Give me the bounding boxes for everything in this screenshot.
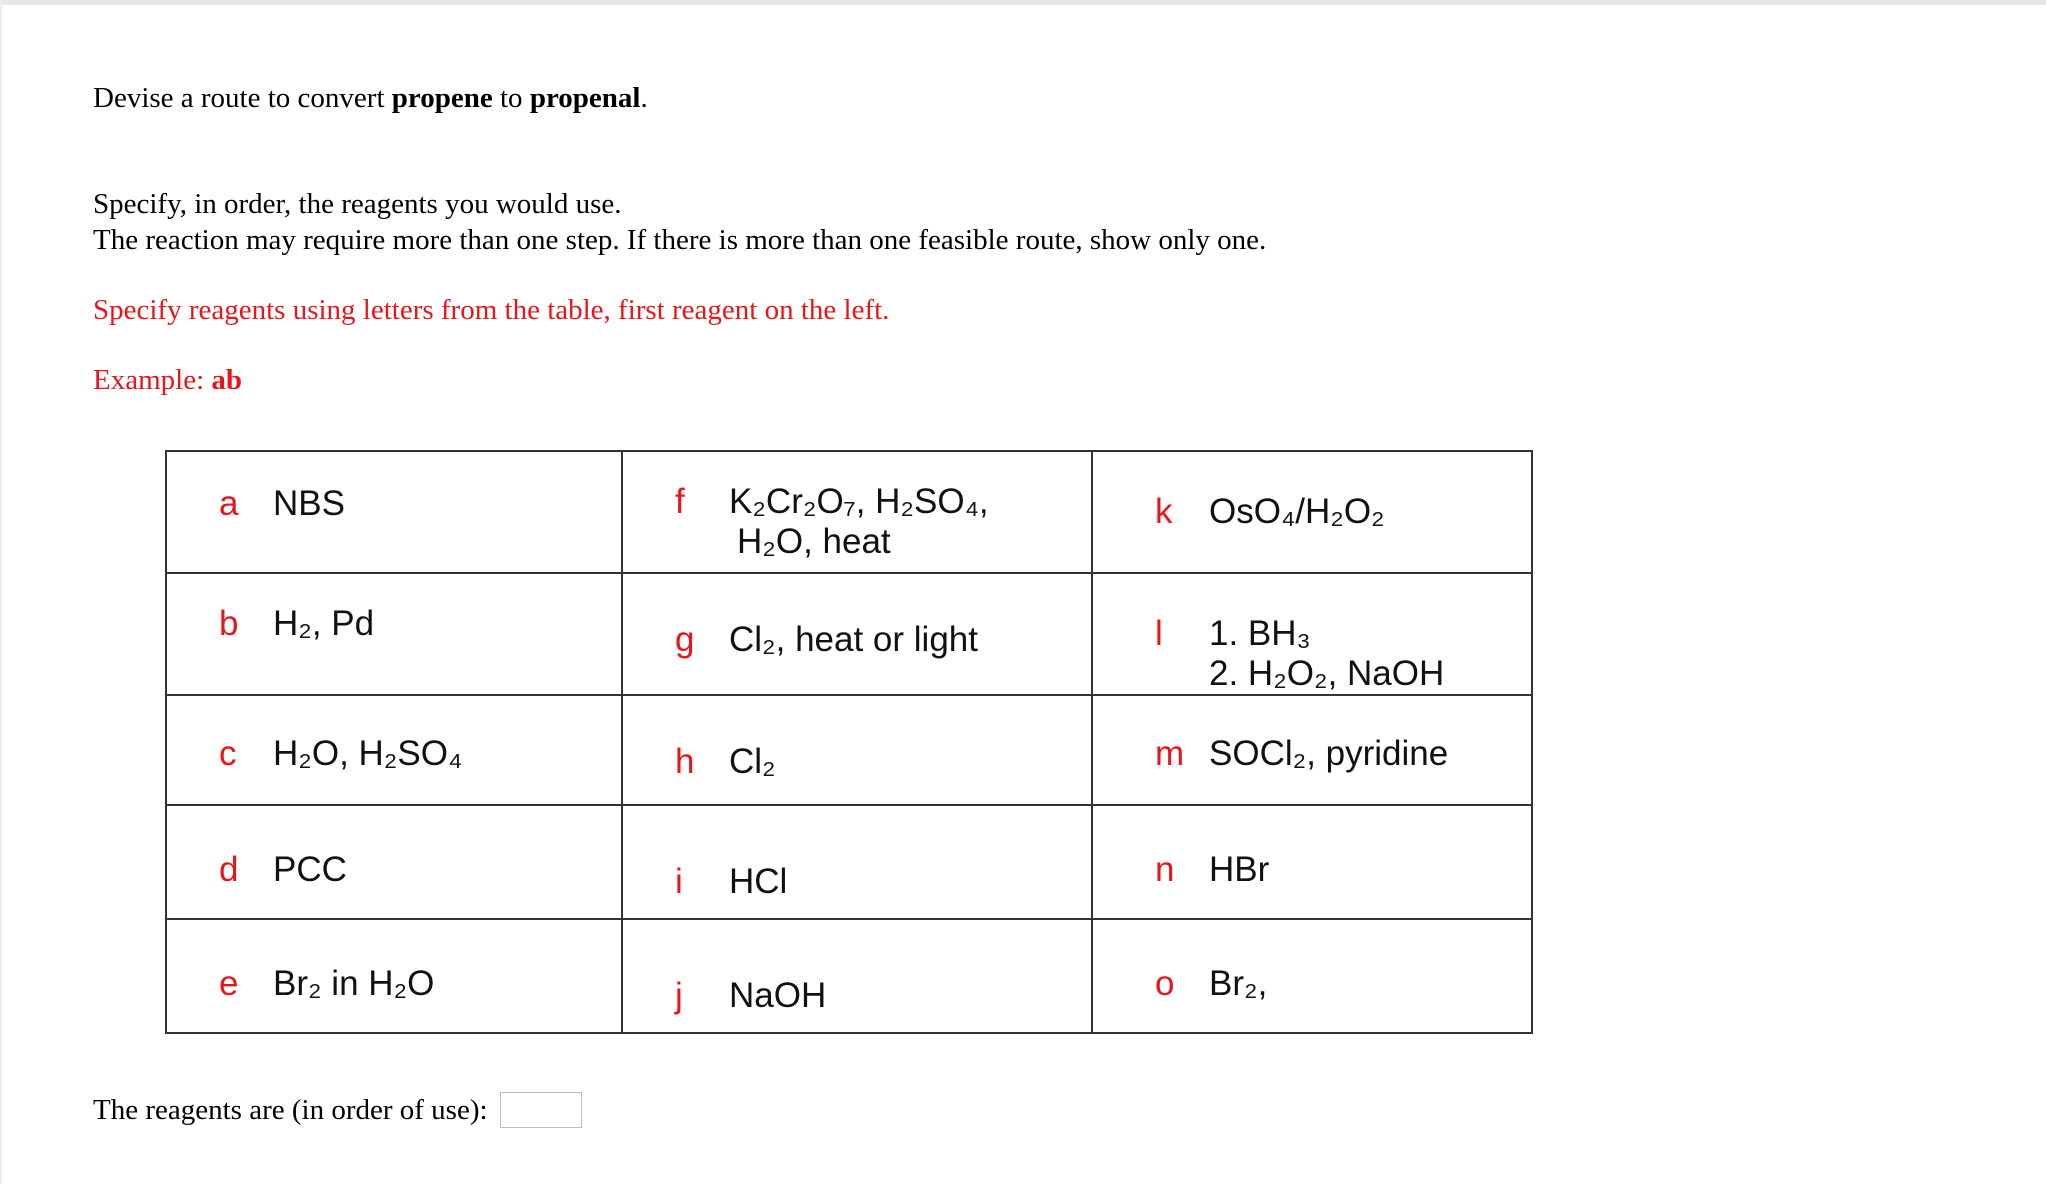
reagent-line: NaOH: [729, 976, 827, 1015]
reagent-entry: [623, 920, 1091, 1016]
answer-label: The reagents are (in order of use):: [93, 1094, 488, 1126]
target-compound: propenal: [529, 82, 641, 114]
reagent-entry: [167, 806, 621, 890]
reagent-cell-o: [1092, 919, 1532, 1033]
question-block: [93, 80, 1993, 398]
reagent-line: Br₂ in H₂O: [273, 964, 435, 1003]
reagent-entry: [1093, 920, 1531, 1004]
reagent-letter: f: [675, 482, 685, 521]
reagent-line: HCl: [729, 862, 788, 901]
reagent-entry: [1093, 452, 1531, 532]
reagent-name: [273, 850, 347, 890]
reagent-table-wrapper: [165, 450, 1533, 1034]
reagent-line: Br₂,: [1209, 964, 1268, 1003]
reagent-name: [1209, 964, 1267, 1004]
reagent-name: [729, 482, 989, 562]
reagent-table: [165, 450, 1533, 1034]
reagent-entry: [623, 806, 1091, 902]
example-value: ab: [211, 364, 243, 396]
reagent-entry: [167, 574, 621, 644]
question-instruction-1: Specify, in order, the reagents you would use.: [93, 188, 622, 220]
table-row: [166, 919, 1532, 1033]
reagent-line: H₂O, heat: [737, 522, 891, 561]
reagent-line: Cl₂, heat or light: [729, 620, 978, 659]
reagent-letter: h: [675, 742, 695, 781]
left-border: [0, 0, 2, 1184]
reagent-entry: [623, 452, 1091, 562]
reagent-cell-d: [166, 805, 622, 919]
reagent-letter: e: [219, 964, 239, 1003]
reagent-entry: [623, 696, 1091, 782]
reagent-letter: c: [219, 734, 237, 773]
reagent-line: Cl₂: [729, 742, 776, 781]
reagent-name: [273, 604, 374, 644]
reagent-line: H₂, Pd: [273, 604, 375, 643]
reagent-entry: [167, 452, 621, 524]
reagent-line: PCC: [273, 850, 347, 889]
reagent-letter: b: [219, 604, 239, 643]
example-text: Example: ab: [93, 364, 243, 396]
reagent-line: OsO₄/H₂O₂: [1209, 492, 1385, 531]
reagent-letter: d: [219, 850, 239, 889]
reagent-line: 1. BH₃: [1209, 614, 1311, 653]
reagent-cell-n: [1092, 805, 1532, 919]
reagent-name: [729, 862, 787, 902]
reagent-letter: l: [1155, 614, 1163, 653]
answer-input[interactable]: [500, 1092, 582, 1128]
reagent-letter: o: [1155, 964, 1175, 1003]
reagent-line: 2. H₂O₂, NaOH: [1209, 654, 1445, 693]
reagent-cell-g: [622, 573, 1092, 695]
start-compound: propene: [391, 82, 493, 114]
reagent-line: SOCl₂, pyridine: [1209, 734, 1449, 773]
reagent-line: H₂O, H₂SO₄: [273, 734, 463, 773]
reagent-letter: n: [1155, 850, 1175, 889]
table-instruction: Specify reagents using letters from the table, first reagent on the left.: [93, 294, 890, 326]
reagent-cell-h: [622, 695, 1092, 805]
reagent-letter: i: [675, 862, 683, 901]
table-row: [166, 451, 1532, 573]
reagent-cell-c: [166, 695, 622, 805]
question-instruction-2: The reaction may require more than one step. If there is more than one feasible route, show only one.: [93, 224, 1267, 256]
reagent-cell-i: [622, 805, 1092, 919]
reagent-entry: [1093, 806, 1531, 890]
reagent-cell-m: [1092, 695, 1532, 805]
reagent-letter: j: [675, 976, 683, 1015]
reagent-name: [273, 484, 345, 524]
reagent-entry: [167, 696, 621, 774]
reagent-cell-b: [166, 573, 622, 695]
reagent-name: [1209, 492, 1385, 532]
reagent-name: [1209, 734, 1448, 774]
top-border: [0, 0, 2046, 5]
table-row: [166, 805, 1532, 919]
reagent-entry: [623, 574, 1091, 660]
reagent-name: [1209, 614, 1444, 694]
reagent-letter: g: [675, 620, 695, 659]
reagent-cell-f: [622, 451, 1092, 573]
reagent-name: [729, 976, 826, 1016]
reagent-line: NBS: [273, 484, 345, 523]
reagent-name: [729, 620, 978, 660]
question-title: Devise a route to convert propene to propenal.: [93, 82, 648, 114]
reagent-letter: a: [219, 484, 239, 523]
reagent-name: [273, 734, 462, 774]
table-row: [166, 573, 1532, 695]
reagent-line: HBr: [1209, 850, 1270, 889]
reagent-cell-e: [166, 919, 622, 1033]
reagent-name: [273, 964, 434, 1004]
reagent-entry: [1093, 574, 1531, 694]
reagent-cell-l: [1092, 573, 1532, 695]
reagent-cell-j: [622, 919, 1092, 1033]
reagent-line: K₂Cr₂O₇, H₂SO₄,: [729, 482, 989, 521]
answer-row: [93, 1092, 582, 1128]
reagent-letter: k: [1155, 492, 1173, 531]
reagent-entry: [1093, 696, 1531, 774]
reagent-name: [1209, 850, 1269, 890]
reagent-cell-k: [1092, 451, 1532, 573]
reagent-letter: m: [1155, 734, 1185, 773]
reagent-entry: [167, 920, 621, 1004]
reagent-name: [729, 742, 776, 782]
table-row: [166, 695, 1532, 805]
reagent-cell-a: [166, 451, 622, 573]
